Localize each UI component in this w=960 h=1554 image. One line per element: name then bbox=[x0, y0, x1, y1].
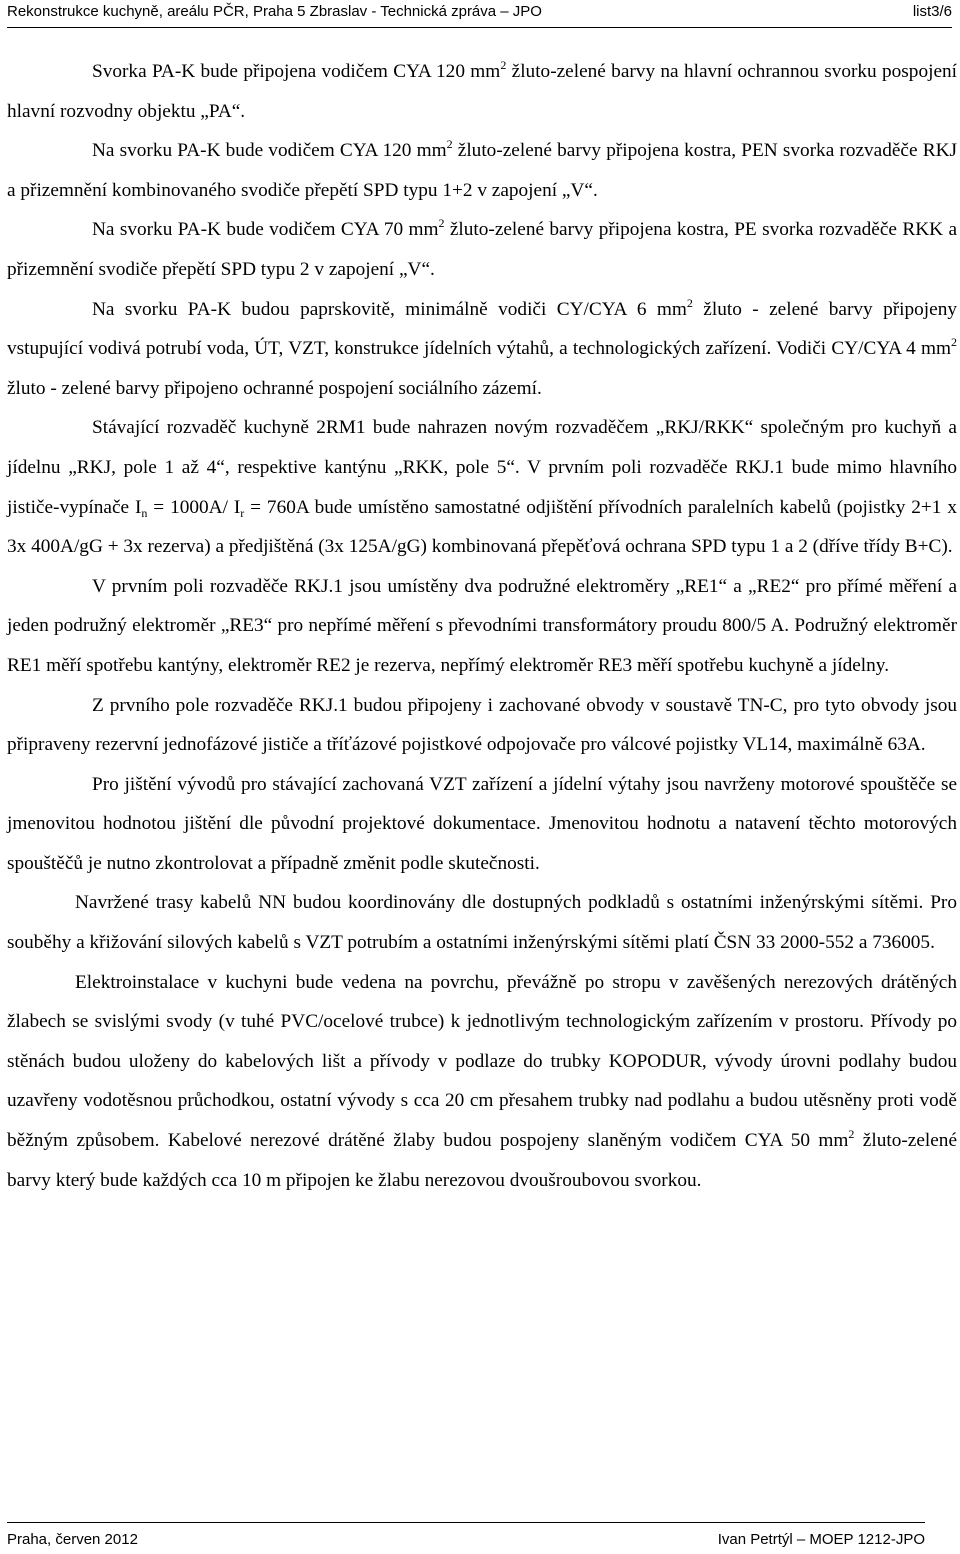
superscript: 2 bbox=[446, 137, 453, 152]
paragraph-3-text-a: Na svorku PA-K bude vodičem CYA 70 mm bbox=[92, 219, 439, 241]
paragraph-4-text-c: žluto - zelené barvy připojeno ochranné pospojení sociálního zázemí. bbox=[7, 377, 542, 399]
paragraph-9: Navržené trasy kabelů NN budou koordinovány dle dostupných podkladů s ostatními inženýrskými sítěmi. Pro souběhy a křižování silových kabelů s VZT potrubím a ostatními inženýrskými sítěmi platí ČSN 33 2000-552 a 736005. bbox=[7, 892, 957, 954]
subscript: r bbox=[240, 505, 245, 520]
paragraph-5-text-a: Stávající rozvaděč kuchyně 2RM1 bude nahrazen novým rozvaděčem „RKJ/RKK“ společným pro kuchyň a jídelnu „RKJ, pole 1 až 4“, respektive kantýnu „RKK, pole 5“. V prvním poli rozvaděče RKJ.1 bude mimo hlavního jističe-vypínače I bbox=[7, 417, 957, 518]
paragraph-3-text-b: žluto-zelené barvy připojena kostra, PE svorka rozvaděče RKK a přizemnění svodiče přepětí SPD typu 2 v zapojení „V“. bbox=[7, 219, 957, 280]
paragraph-6: V prvním poli rozvaděče RKJ.1 jsou umístěny dva podružné elektroměry „RE1“ a „RE2“ pro přímé měření a jeden podružný elektroměr „RE3“ pro nepřímé měření s převodními transformátory proudu 800/5 A. Podružný elektroměr RE1 měří spotřebu kantýny, elektroměr RE2 je rezerva, nepřímý elektroměr RE3 měří spotřebu kuchyně a jídelny. bbox=[7, 575, 957, 676]
superscript: 2 bbox=[500, 58, 507, 72]
paragraph-1-text-b: žluto-zelené barvy na hlavní ochrannou svorku pospojení hlavní rozvodny objektu „PA“. bbox=[7, 61, 957, 122]
paragraph-5-text-c: = 760A bude umístěno samostatné odjištění přívodních paralelních kabelů (pojistky 2+1 x 3x 400A/gG + 3x rezerva) a předjištěná (3x 125A/gG) kombinovaná přepěťová ochrana SPD typu 1 a 2 (dříve třídy B+C). bbox=[7, 496, 957, 558]
paragraph-5-text-b: = 1000A/ I bbox=[147, 496, 241, 518]
paragraph-4-text-a: Na svorku PA-K budou paprskovitě, minimálně vodiči CY/CYA 6 mm bbox=[92, 298, 687, 320]
paragraph-5 bbox=[7, 408, 957, 566]
paragraph-2-text-a: Na svorku PA-K bude vodičem CYA 120 mm bbox=[92, 140, 447, 162]
paragraph-2 bbox=[7, 131, 957, 210]
paragraph-4-text-b: žluto - zelené barvy připojeny vstupující vodivá potrubí voda, ÚT, VZT, konstrukce jídelních výtahů, a technologických zařízení. Vodiči CY/CYA 4 mm bbox=[7, 298, 957, 360]
subscript: n bbox=[141, 505, 148, 520]
paragraph-10-text-a: Elektroinstalace v kuchyni bude vedena na povrchu, převážně po stropu v zavěšených nerezových drátěných žlabech se svislými svody (v tuhé PVC/ocelové trubce) k jednotlivým technologickým zařízením v prostoru. Přívody po stěnách budou uloženy do kabelových lišt a přívody v podlaze do trubky KOPODUR, vývody úrovni podlahy budou uzavřeny vodotěsnou průchodkou, ostatní vývody s cca 20 cm přesahem trubky nad podlahu a budou utěsněny proti vodě běžným způsobem. Kabelové nerezové drátěné žlaby budou pospojeny slaněným vodičem CYA 50 mm bbox=[7, 971, 957, 1152]
footer-author: Ivan Petrtýl – MOEP 1212-JPO bbox=[717, 1531, 925, 1548]
header-title: Rekonstrukce kuchyně, areálu PČR, Praha 5 Zbraslav - Technická zpráva – JPO bbox=[7, 3, 542, 20]
paragraph-10 bbox=[7, 963, 957, 1201]
header-page-number: list3/6 bbox=[912, 3, 952, 20]
document-body bbox=[7, 52, 957, 1200]
paragraph-7: Z prvního pole rozvaděče RKJ.1 budou připojeny i zachované obvody v soustavě TN-C, pro tyto obvody jsou připraveny rezervní jednofázové jističe a tříťázové pojistkové odpojovače pro válcové pojistky VL14, maximálně 63A. bbox=[7, 694, 957, 756]
footer-date: Praha, červen 2012 bbox=[7, 1531, 138, 1548]
page-header bbox=[7, 0, 952, 28]
paragraph-8: Pro jištění vývodů pro stávající zachovaná VZT zařízení a jídelní výtahy jsou navrženy motorové spouštěče se jmenovitou hodnotou jištění dle původní projektové dokumentace. Jmenovitou hodnotu a natavení těchto motorových spouštěčů je nutno zkontrolovat a případně změnit podle skutečnosti. bbox=[7, 773, 957, 874]
paragraph-10-text-b: žluto-zelené barvy který bude každých cca 10 m připojen ke žlabu nerezovou dvoušroubovou svorkou. bbox=[7, 1130, 957, 1191]
page-footer bbox=[7, 1522, 925, 1553]
superscript: 2 bbox=[951, 335, 957, 350]
paragraph-3 bbox=[7, 210, 957, 289]
paragraph-4 bbox=[7, 290, 957, 409]
superscript: 2 bbox=[686, 295, 693, 310]
paragraph-1 bbox=[7, 52, 957, 131]
paragraph-1-text-a: Svorka PA-K bude připojena vodičem CYA 120 mm bbox=[92, 61, 501, 82]
paragraph-2-text-b: žluto-zelené barvy připojena kostra, PEN svorka rozvaděče RKJ a přizemnění kombinovaného svodiče přepětí SPD typu 1+2 v zapojení „V“. bbox=[7, 140, 957, 201]
superscript: 2 bbox=[438, 216, 445, 231]
superscript: 2 bbox=[848, 1127, 855, 1142]
